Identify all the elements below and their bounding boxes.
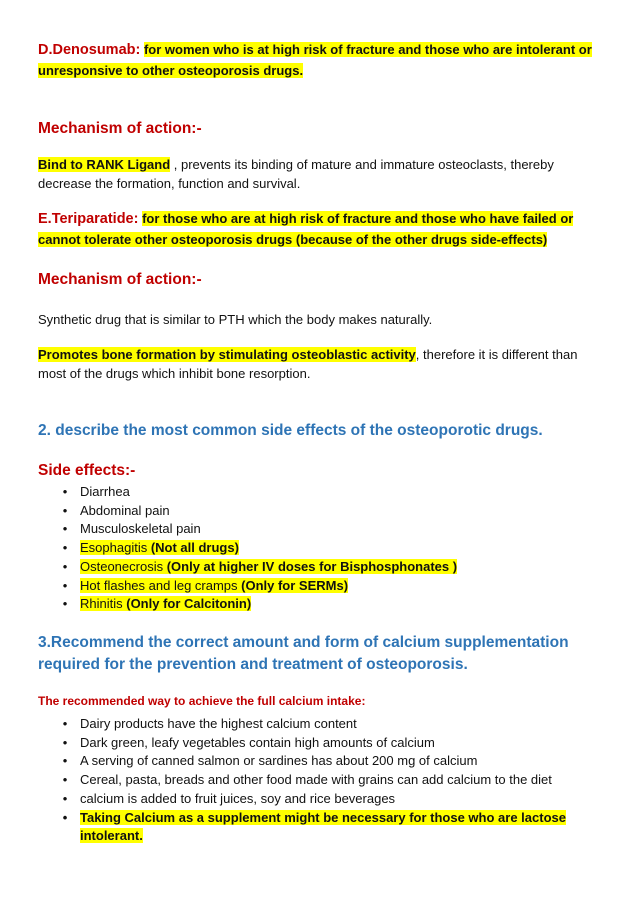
bullet-icon: • bbox=[62, 772, 68, 788]
denosumab-moa-text: , prevents its binding of mature and immature osteoclasts, thereby decrease the formation, function and survival. bbox=[38, 157, 554, 191]
denosumab-paragraph bbox=[38, 40, 604, 80]
list-item: • Abdominal pain bbox=[58, 502, 608, 521]
denosumab-moa-heading: Mechanism of action:- bbox=[38, 120, 202, 137]
list-item: • Dairy products have the highest calcium content bbox=[58, 715, 608, 734]
denosumab-title: D.Denosumab: bbox=[38, 42, 141, 58]
list-item: • Taking Calcium as a supplement might be necessary for those who are lactose intolerant. bbox=[58, 809, 608, 846]
teriparatide-paragraph bbox=[38, 209, 604, 249]
list-item: • Musculoskeletal pain bbox=[58, 520, 608, 539]
teriparatide-promotes-paragraph bbox=[38, 345, 604, 383]
list-item: • Diarrhea bbox=[58, 483, 608, 502]
question-3-heading: 3.Recommend the correct amount and form of calcium supplementation required for the prevention and treatment of osteoporosis. bbox=[38, 634, 569, 673]
promotes-bone-highlight: Promotes bone formation by stimulating osteoblastic activity bbox=[38, 347, 416, 362]
bullet-icon: • bbox=[62, 596, 68, 612]
teriparatide-title: E.Teriparatide: bbox=[38, 211, 139, 227]
list-item: • Rhinitis (Only for Calcitonin) bbox=[58, 595, 608, 614]
bullet-icon: • bbox=[62, 734, 68, 750]
denosumab-moa-paragraph bbox=[38, 155, 604, 193]
list-item: • calcium is added to fruit juices, soy and rice beverages bbox=[58, 790, 608, 809]
calcium-intake-subheading: The recommended way to achieve the full calcium intake: bbox=[38, 694, 366, 708]
bullet-icon: • bbox=[62, 753, 68, 769]
promotes-bone-text: , therefore it is different than most of the drugs which inhibit bone resorption. bbox=[38, 347, 578, 381]
list-item: • Dark green, leafy vegetables contain high amounts of calcium bbox=[58, 734, 608, 753]
list-item: • Esophagitis (Not all drugs) bbox=[58, 539, 608, 558]
bullet-icon: • bbox=[62, 502, 68, 518]
teriparatide-moa-text: Synthetic drug that is similar to PTH which the body makes naturally. bbox=[38, 312, 433, 327]
rank-ligand-highlight: Bind to RANK Ligand bbox=[38, 157, 171, 172]
question-2-heading: 2. describe the most common side effects of the osteoporotic drugs. bbox=[38, 422, 543, 439]
calcium-sources-list bbox=[58, 715, 608, 846]
list-item: • Cereal, pasta, breads and other food made with grains can add calcium to the diet bbox=[58, 771, 608, 790]
side-effects-list bbox=[58, 483, 608, 614]
bullet-icon: • bbox=[62, 484, 68, 499]
bullet-icon: • bbox=[62, 716, 68, 731]
list-item: • Hot flashes and leg cramps (Only for SERMs) bbox=[58, 577, 608, 596]
bullet-icon: • bbox=[62, 521, 68, 537]
bullet-icon: • bbox=[62, 540, 68, 556]
bullet-icon: • bbox=[62, 577, 68, 593]
teriparatide-description: for those who are at high risk of fracture and those who have failed or cannot tolerate other osteoporosis drugs (because of the other drugs side-effects) bbox=[38, 211, 574, 247]
bullet-icon: • bbox=[62, 790, 68, 806]
side-effects-heading: Side effects:- bbox=[38, 462, 136, 479]
bullet-icon: • bbox=[62, 809, 68, 825]
list-item: • Osteonecrosis (Only at higher IV doses for Bisphosphonates ) bbox=[58, 558, 608, 577]
list-item: • A serving of canned salmon or sardines has about 200 mg of calcium bbox=[58, 752, 608, 771]
teriparatide-moa-heading: Mechanism of action:- bbox=[38, 271, 202, 288]
bullet-icon: • bbox=[62, 558, 68, 574]
denosumab-description: for women who is at high risk of fracture and those who are intolerant or unresponsive to other osteoporosis drugs. bbox=[38, 42, 592, 78]
